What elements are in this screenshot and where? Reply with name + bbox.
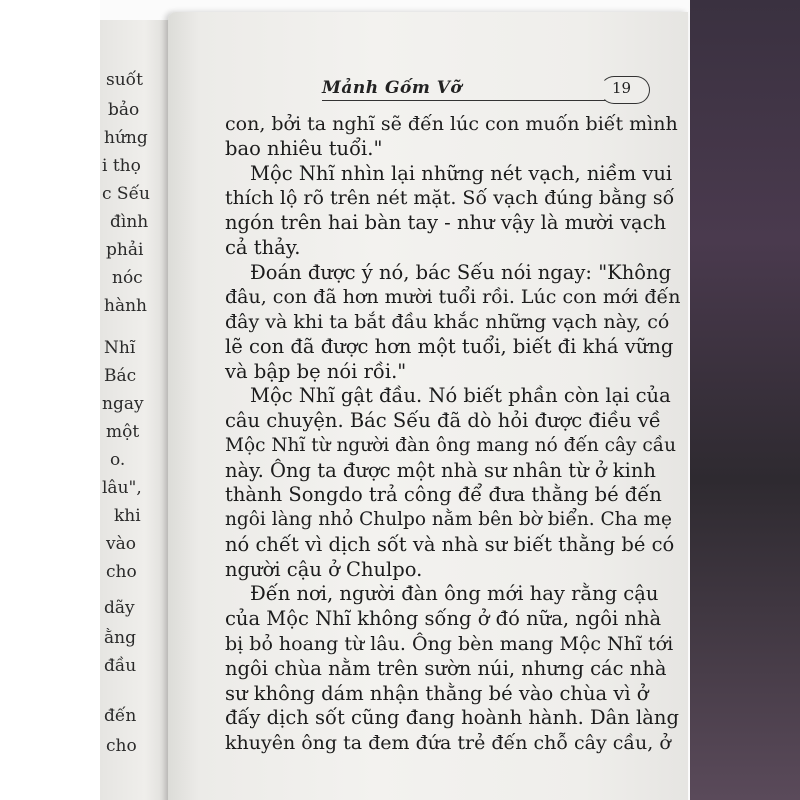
back-page-fragment: khi [114, 506, 141, 526]
text-line: đâu, con đã hơn mười tuổi rồi. Lúc con mới đến [225, 286, 681, 309]
back-page-fragment: một [106, 422, 140, 442]
text-line: người cậu ở Chulpo. [225, 557, 423, 581]
back-page-fragment: suốt [106, 70, 143, 90]
back-page-fragment: ằng [104, 628, 136, 648]
back-page-fragment: cho [106, 562, 137, 582]
text-line: ngôi chùa nằm trên sườn núi, nhưng các nhà [225, 656, 667, 680]
back-page-fragment: bảo [108, 100, 140, 120]
text-line: bị bỏ hoang từ lâu. Ông bèn mang Mộc Nhĩ tới [225, 633, 674, 655]
text-line: của Mộc Nhĩ không sống ở đó nữa, ngôi nhà [225, 607, 662, 631]
text-line: con, bởi ta nghĩ sẽ đến lúc con muốn biết mình [225, 113, 678, 135]
text-line: Đoán được ý nó, bác Sếu nói ngay: "Không [250, 260, 672, 284]
back-page-fragment: dãy [104, 598, 135, 618]
background-cloth [690, 0, 800, 800]
text-line: đây và khi ta bắt đầu khắc những vạch này, có [225, 311, 670, 334]
text-line: thích lộ rõ trên nét mặt. Số vạch đúng bằng số [225, 187, 675, 210]
back-page-fragment: đình [110, 212, 149, 232]
text-line: nó chết vì dịch sốt và nhà sư biết thằng bé có [225, 532, 675, 556]
text-line: sư không dám nhận thằng bé vào chùa vì ở [225, 681, 649, 705]
text-line: đấy dịch sốt cũng đang hoành hành. Dân làng [225, 706, 679, 730]
back-page-fragment: ngay [102, 394, 144, 414]
back-page-fragment: Bác [104, 366, 137, 386]
text-line: cả thảy. [225, 235, 301, 259]
text-line: lẽ con đã được hơn một tuổi, biết đi khá vững [225, 334, 674, 358]
header-rule [322, 100, 612, 101]
text-line: ngôi làng nhỏ Chulpo nằm bên bờ biển. Cha mẹ [225, 509, 672, 531]
previous-page-edge [100, 20, 175, 800]
back-page-fragment: lâu", [102, 478, 142, 498]
back-page-fragment: i thọ [102, 156, 141, 176]
background-left [0, 0, 100, 800]
back-page-fragment: o. [110, 450, 126, 470]
text-line: Mộc Nhĩ nhìn lại những nét vạch, niềm vui [250, 161, 673, 185]
back-page-fragment: đến [104, 706, 137, 726]
text-line: và bập bẹ nói rồi." [225, 359, 407, 383]
text-line: thành Songdo trả công để đưa thằng bé đến [225, 483, 662, 507]
text-line: này. Ông ta được một nhà sư nhân từ ở kinh [225, 458, 656, 482]
back-page-fragment: Nhĩ [104, 338, 136, 358]
back-page-fragment: c Sếu [102, 184, 150, 204]
text-line: ngón trên hai bàn tay - như vậy là mười vạch [225, 211, 667, 234]
text-line: câu chuyện. Bác Sếu đã dò hỏi được điều về [225, 409, 661, 433]
text-line: khuyên ông ta đem đứa trẻ đến chỗ cây cầu, ở [225, 732, 671, 754]
back-page-fragment: hứng [104, 128, 148, 148]
page-number: 19 [612, 79, 632, 97]
text-line: Mộc Nhĩ từ người đàn ông mang nó đến cây cầu [225, 434, 677, 456]
running-header [322, 64, 662, 104]
text-line: bao nhiêu tuổi." [225, 136, 383, 160]
book-title: Mảnh Gốm Vỡ [322, 78, 463, 98]
back-page-fragment: nóc [112, 268, 143, 288]
back-page-fragment: hành [104, 296, 147, 316]
back-page-fragment: vào [106, 534, 136, 554]
back-page-fragment: đầu [104, 656, 137, 676]
back-page-fragment: phải [106, 240, 144, 260]
text-line: Đến nơi, người đàn ông mới hay rằng cậu [250, 582, 659, 606]
text-line: Mộc Nhĩ gật đầu. Nó biết phần còn lại của [250, 384, 671, 408]
back-page-fragment: cho [106, 736, 137, 756]
